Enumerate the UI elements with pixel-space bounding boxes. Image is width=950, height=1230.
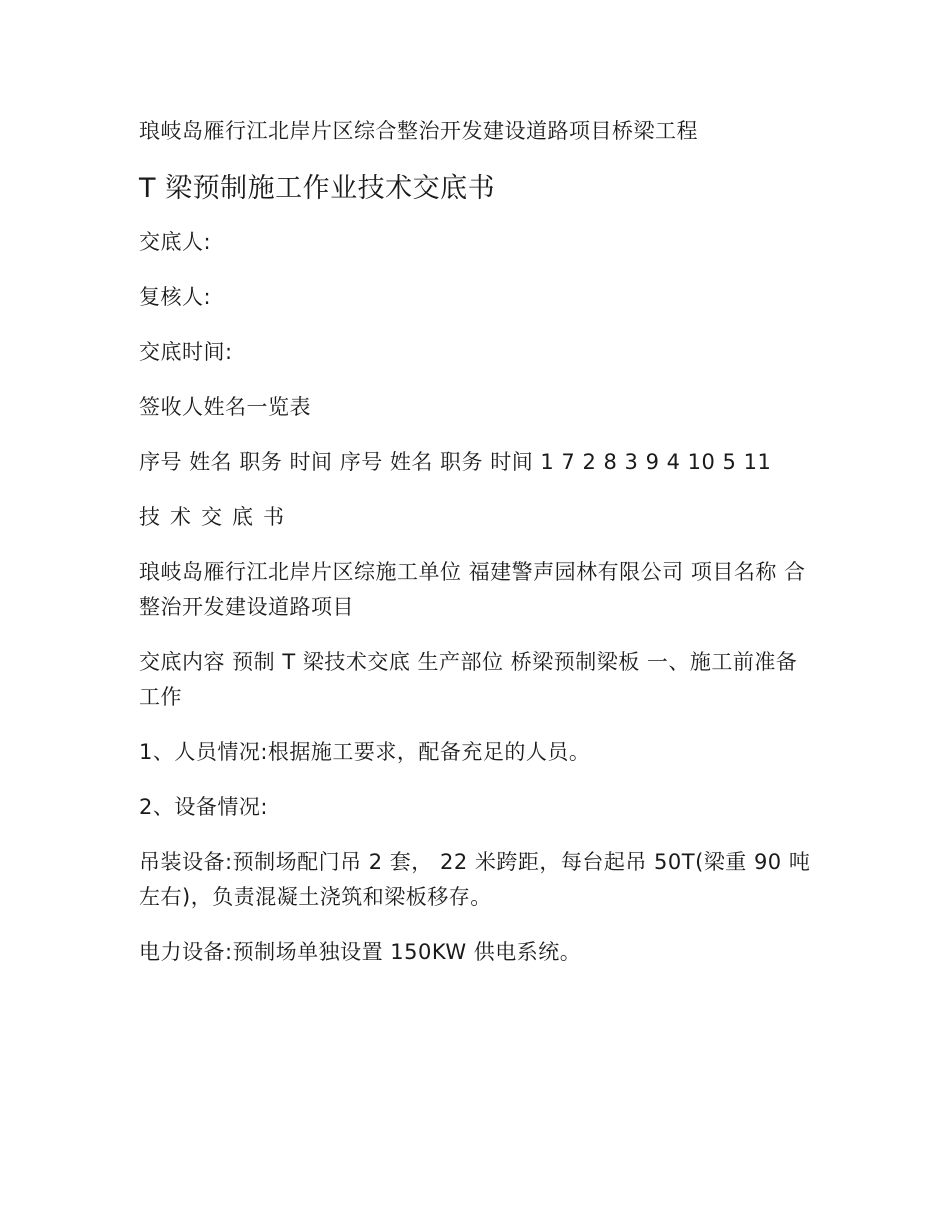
discloser-field: 交底人: [139, 230, 212, 254]
tech-disclosure-heading: 技术交底书 [139, 505, 294, 529]
disclosure-time-field: 交底时间: [139, 340, 233, 364]
content-line: 交底内容 预制 T 梁技术交底 生产部位 桥梁预制梁板 一、施工前准备工作 [139, 650, 798, 709]
reviewer-field: 复核人: [139, 285, 212, 309]
item-personnel: 1、人员情况:根据施工要求，配备充足的人员。 [139, 740, 591, 764]
document-title: T 梁预制施工作业技术交底书 [139, 173, 496, 204]
item-equipment: 2、设备情况: [139, 795, 268, 819]
project-line: 琅岐岛雁行江北岸片区综合整治开发建设道路项目桥梁工程 [139, 119, 698, 143]
unit-line: 琅岐岛雁行江北岸片区综施工单位 福建警声园林有限公司 项目名称 合整治开发建设道路项目 [139, 560, 806, 619]
document-body [139, 114, 811, 990]
power-equipment: 电力设备:预制场单独设置 150KW 供电系统。 [139, 940, 582, 964]
lifting-equipment: 吊装设备:预制场配门吊 2 套， 22 米跨距，每台起吊 50T(梁重 90 吨左右)，负责混凝土浇筑和梁板移存。 [139, 850, 811, 909]
signee-table-row: 序号 姓名 职务 时间 序号 姓名 职务 时间 1 7 2 8 3 9 4 10 5 11 [139, 450, 772, 474]
signee-list-heading: 签收人姓名一览表 [139, 395, 311, 419]
